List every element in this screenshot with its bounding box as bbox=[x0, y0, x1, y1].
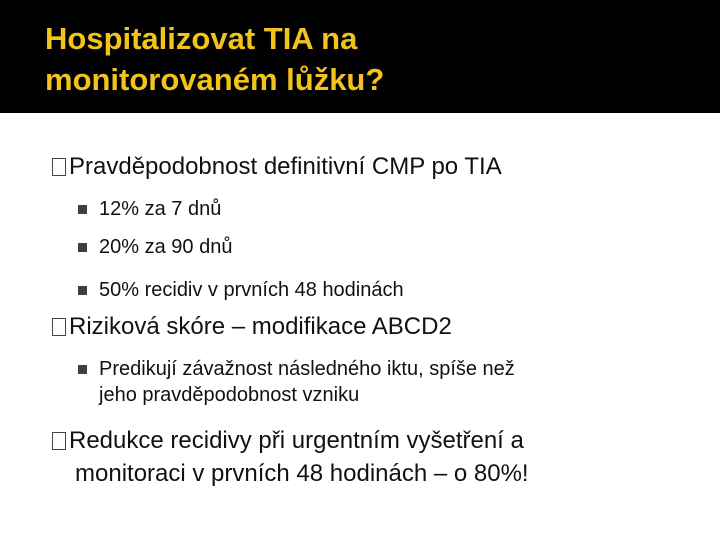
square-bullet-icon bbox=[78, 365, 87, 374]
square-bullet-icon bbox=[78, 286, 87, 295]
bullet-box-icon bbox=[52, 318, 66, 336]
slide-title-line-1: Hospitalizovat TIA na bbox=[45, 21, 358, 56]
slide-title-line-2: monitorovaném lůžku? bbox=[45, 62, 385, 97]
bullet-text: Pravděpodobnost definitivní CMP po TIA bbox=[69, 153, 502, 180]
bullet-box-icon bbox=[52, 432, 66, 450]
sub-bullet-item bbox=[78, 356, 678, 408]
sub-bullet-text: 12% za 7 dnů bbox=[99, 198, 222, 220]
sub-bullet-text: 20% za 90 dnů bbox=[99, 236, 233, 258]
bullet-item-risk-scores bbox=[52, 310, 692, 343]
sub-bullet-item bbox=[78, 234, 678, 260]
square-bullet-icon bbox=[78, 205, 87, 214]
bullet-text-line-2: monitoraci v prvních 48 hodinách – o 80%! bbox=[75, 460, 529, 487]
bullet-item-probability bbox=[52, 150, 692, 183]
bullet-text-line-1: Redukce recidivy při urgentním vyšetření a bbox=[69, 427, 524, 454]
sub-bullet-item bbox=[78, 196, 678, 222]
sub-bullet-text-line-2: jeho pravděpodobnost vzniku bbox=[99, 384, 360, 406]
bullet-text: Riziková skóre – modifikace ABCD2 bbox=[69, 313, 452, 340]
sub-bullet-text-line-1: Predikují závažnost následného iktu, spíše než bbox=[99, 358, 515, 380]
bullet-item-reduction bbox=[52, 424, 692, 490]
sub-bullet-item bbox=[78, 277, 678, 303]
square-bullet-icon bbox=[78, 243, 87, 252]
bullet-box-icon bbox=[52, 158, 66, 176]
sub-bullet-text: 50% recidiv v prvních 48 hodinách bbox=[99, 279, 404, 301]
